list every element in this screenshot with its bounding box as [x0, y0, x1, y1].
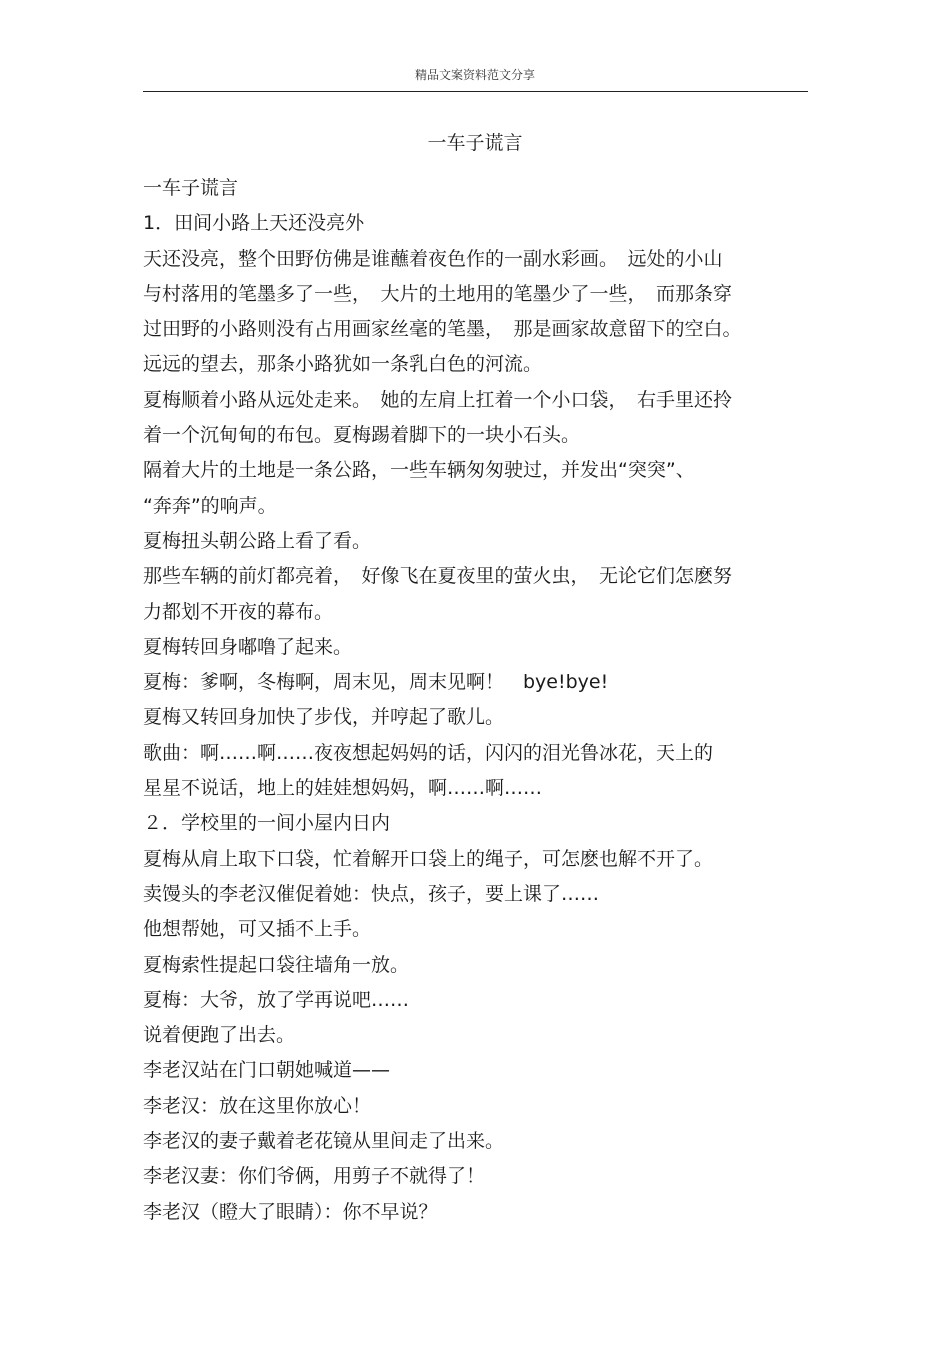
text-line: 李老汉的妻子戴着老花镜从里间走了出来。: [143, 1130, 505, 1153]
scene-heading: 1．田间小路上天还没亮外: [143, 212, 365, 235]
text-line: 夏梅顺着小路从远处走来。 她的左肩上扛着一个小口袋， 右手里还拎: [143, 388, 733, 411]
dialogue-line: 李老汉妻：你们爷俩，用剪子不就得了！: [143, 1165, 486, 1188]
text-line: 李老汉站在门口朝她喊道——: [143, 1059, 391, 1082]
text-line: 力都划不开夜的幕布。: [143, 600, 334, 623]
document-body: [143, 171, 808, 1230]
text-line: 夏梅转回身嘟噜了起来。: [143, 635, 353, 658]
text-line: 夏梅又转回身加快了步伐，并哼起了歌儿。: [143, 706, 505, 729]
text-line: 隔着大片的土地是一条公路，一些车辆匆匆驶过，并发出“突突”、: [143, 459, 695, 482]
text-line: 天还没亮，整个田野仿佛是谁蘸着夜色作的一副水彩画。 远处的小山: [143, 247, 723, 270]
dialogue-line: 夏梅：爹啊，冬梅啊，周末见，周末见啊！ bye!bye!: [143, 671, 609, 694]
document-title: 一车子谎言: [427, 132, 523, 154]
text-line: 那些车辆的前灯都亮着， 好像飞在夏夜里的萤火虫， 无论它们怎麽努: [143, 565, 733, 588]
song-line: 歌曲：啊……啊……夜夜想起妈妈的话，闪闪的泪光鲁冰花，天上的: [143, 741, 714, 764]
text-line: 他想帮她，可又插不上手。: [143, 918, 372, 941]
text-line: 夏梅索性提起口袋往墙角一放。: [143, 953, 410, 976]
dialogue-line: 李老汉：放在这里你放心！: [143, 1094, 372, 1117]
header-divider: [143, 91, 808, 92]
scene-heading: ２．学校里的一间小屋内日内: [143, 812, 391, 835]
text-line: 说着便跑了出去。: [143, 1024, 296, 1047]
text-line: “奔奔”的响声。: [143, 494, 277, 517]
text-line: 着一个沉甸甸的布包。夏梅踢着脚下的一块小石头。: [143, 424, 581, 447]
text-line: 远远的望去，那条小路犹如一条乳白色的河流。: [143, 353, 543, 376]
text-line: 夏梅扭头朝公路上看了看。: [143, 529, 372, 552]
text-line: 与村落用的笔墨多了一些， 大片的土地用的笔墨少了一些， 而那条穿: [143, 282, 733, 305]
text-line: 夏梅从肩上取下口袋，忙着解开口袋上的绳子，可怎麽也解不开了。: [143, 847, 714, 870]
text-line: 过田野的小路则没有占用画家丝毫的笔墨， 那是画家故意留下的空白。: [143, 318, 742, 341]
page-header: 精品文案资料范文分享: [414, 68, 535, 82]
subtitle-line: 一车子谎言: [143, 177, 239, 199]
dialogue-line: 李老汉（瞪大了眼睛）：你不早说？: [143, 1200, 438, 1223]
dialogue-line: 夏梅：大爷，放了学再说吧……: [143, 988, 410, 1011]
song-line: 星星不说话，地上的娃娃想妈妈，啊……啊……: [143, 777, 543, 800]
text-line: 卖馒头的李老汉催促着她：快点，孩子，要上课了……: [143, 882, 600, 905]
